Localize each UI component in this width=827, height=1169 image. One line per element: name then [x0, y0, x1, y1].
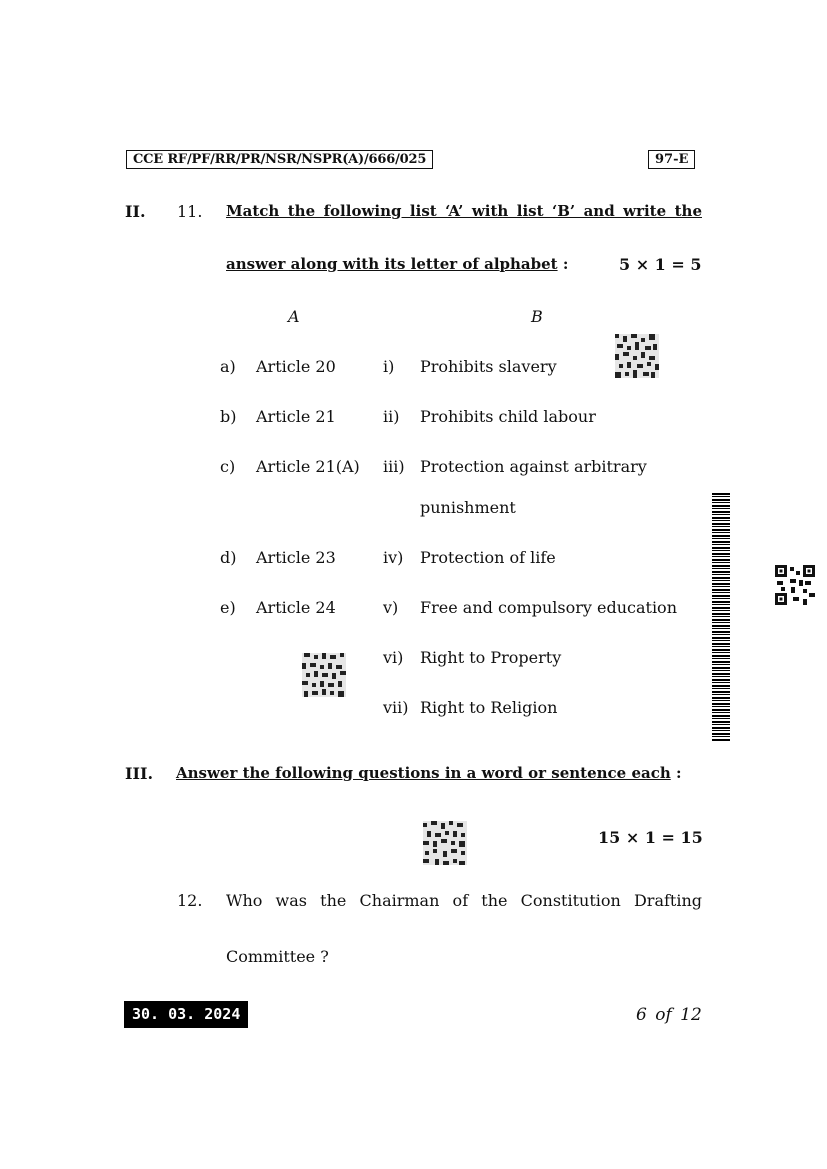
instruction-colon: :: [675, 764, 682, 782]
exam-date: 30. 03. 2024: [124, 1001, 248, 1028]
list-b-item-continuation: punishment: [420, 498, 516, 517]
question-11-instruction-line2: answer along with its letter of alphabet: [226, 255, 558, 273]
list-b-item: Prohibits child labour: [420, 407, 596, 426]
question-11-instruction-line2-wrap: [226, 255, 568, 273]
list-b-item: Prohibits slavery: [420, 357, 557, 376]
paper-version: 97-E: [648, 150, 695, 169]
section-3-marks: 15 × 1 = 15: [598, 828, 703, 847]
qr-code-icon: [423, 821, 467, 865]
list-b-numeral: vi): [383, 648, 404, 667]
list-b-numeral: v): [383, 598, 399, 617]
question-12-line1: Who was the Chairman of the Constitution Drafting: [226, 891, 702, 910]
list-a-item: Article 21(A): [256, 457, 360, 476]
question-12-line2: Committee ?: [226, 947, 329, 966]
list-b-numeral: vii): [383, 698, 409, 717]
question-11-marks: 5 × 1 = 5: [619, 255, 702, 274]
list-a-letter: d): [220, 548, 237, 567]
section-3-instruction-wrap: [176, 764, 682, 782]
list-a-letter: a): [220, 357, 236, 376]
question-12-number: 12.: [177, 891, 203, 910]
list-b-item: Right to Religion: [420, 698, 558, 717]
qr-code-icon: [615, 334, 659, 378]
list-a-letter: e): [220, 598, 236, 617]
column-a-heading: A: [288, 307, 300, 326]
list-b-numeral: ii): [383, 407, 400, 426]
qr-code-icon: [302, 653, 346, 697]
list-b-numeral: iii): [383, 457, 405, 476]
list-b-item: Protection against arbitrary: [420, 457, 647, 476]
list-a-letter: c): [220, 457, 236, 476]
column-b-heading: B: [531, 307, 543, 326]
list-a-item: Article 20: [256, 357, 336, 376]
list-a-letter: b): [220, 407, 237, 426]
question-11-instruction-line1: Match the following list ‘A’ with list ‘B’ and write the: [226, 202, 702, 220]
list-b-item: Protection of life: [420, 548, 556, 567]
list-b-numeral: iv): [383, 548, 404, 567]
barcode-icon: [712, 493, 730, 741]
qr-code-icon: [775, 565, 815, 605]
section-3-instruction: Answer the following questions in a word or sentence each: [176, 764, 671, 782]
section-3-number: III.: [125, 764, 154, 783]
page-number: 6 of 12: [636, 1005, 702, 1025]
instruction-colon: :: [562, 255, 569, 273]
list-b-numeral: i): [383, 357, 395, 376]
list-a-item: Article 23: [256, 548, 336, 567]
list-a-item: Article 24: [256, 598, 336, 617]
section-2-number: II.: [125, 202, 146, 221]
paper-code: CCE RF/PF/RR/PR/NSR/NSPR(A)/666/025: [126, 150, 433, 169]
list-a-item: Article 21: [256, 407, 336, 426]
list-b-item: Free and compulsory education: [420, 598, 677, 617]
list-b-item: Right to Property: [420, 648, 562, 667]
question-11-number: 11.: [177, 202, 203, 221]
